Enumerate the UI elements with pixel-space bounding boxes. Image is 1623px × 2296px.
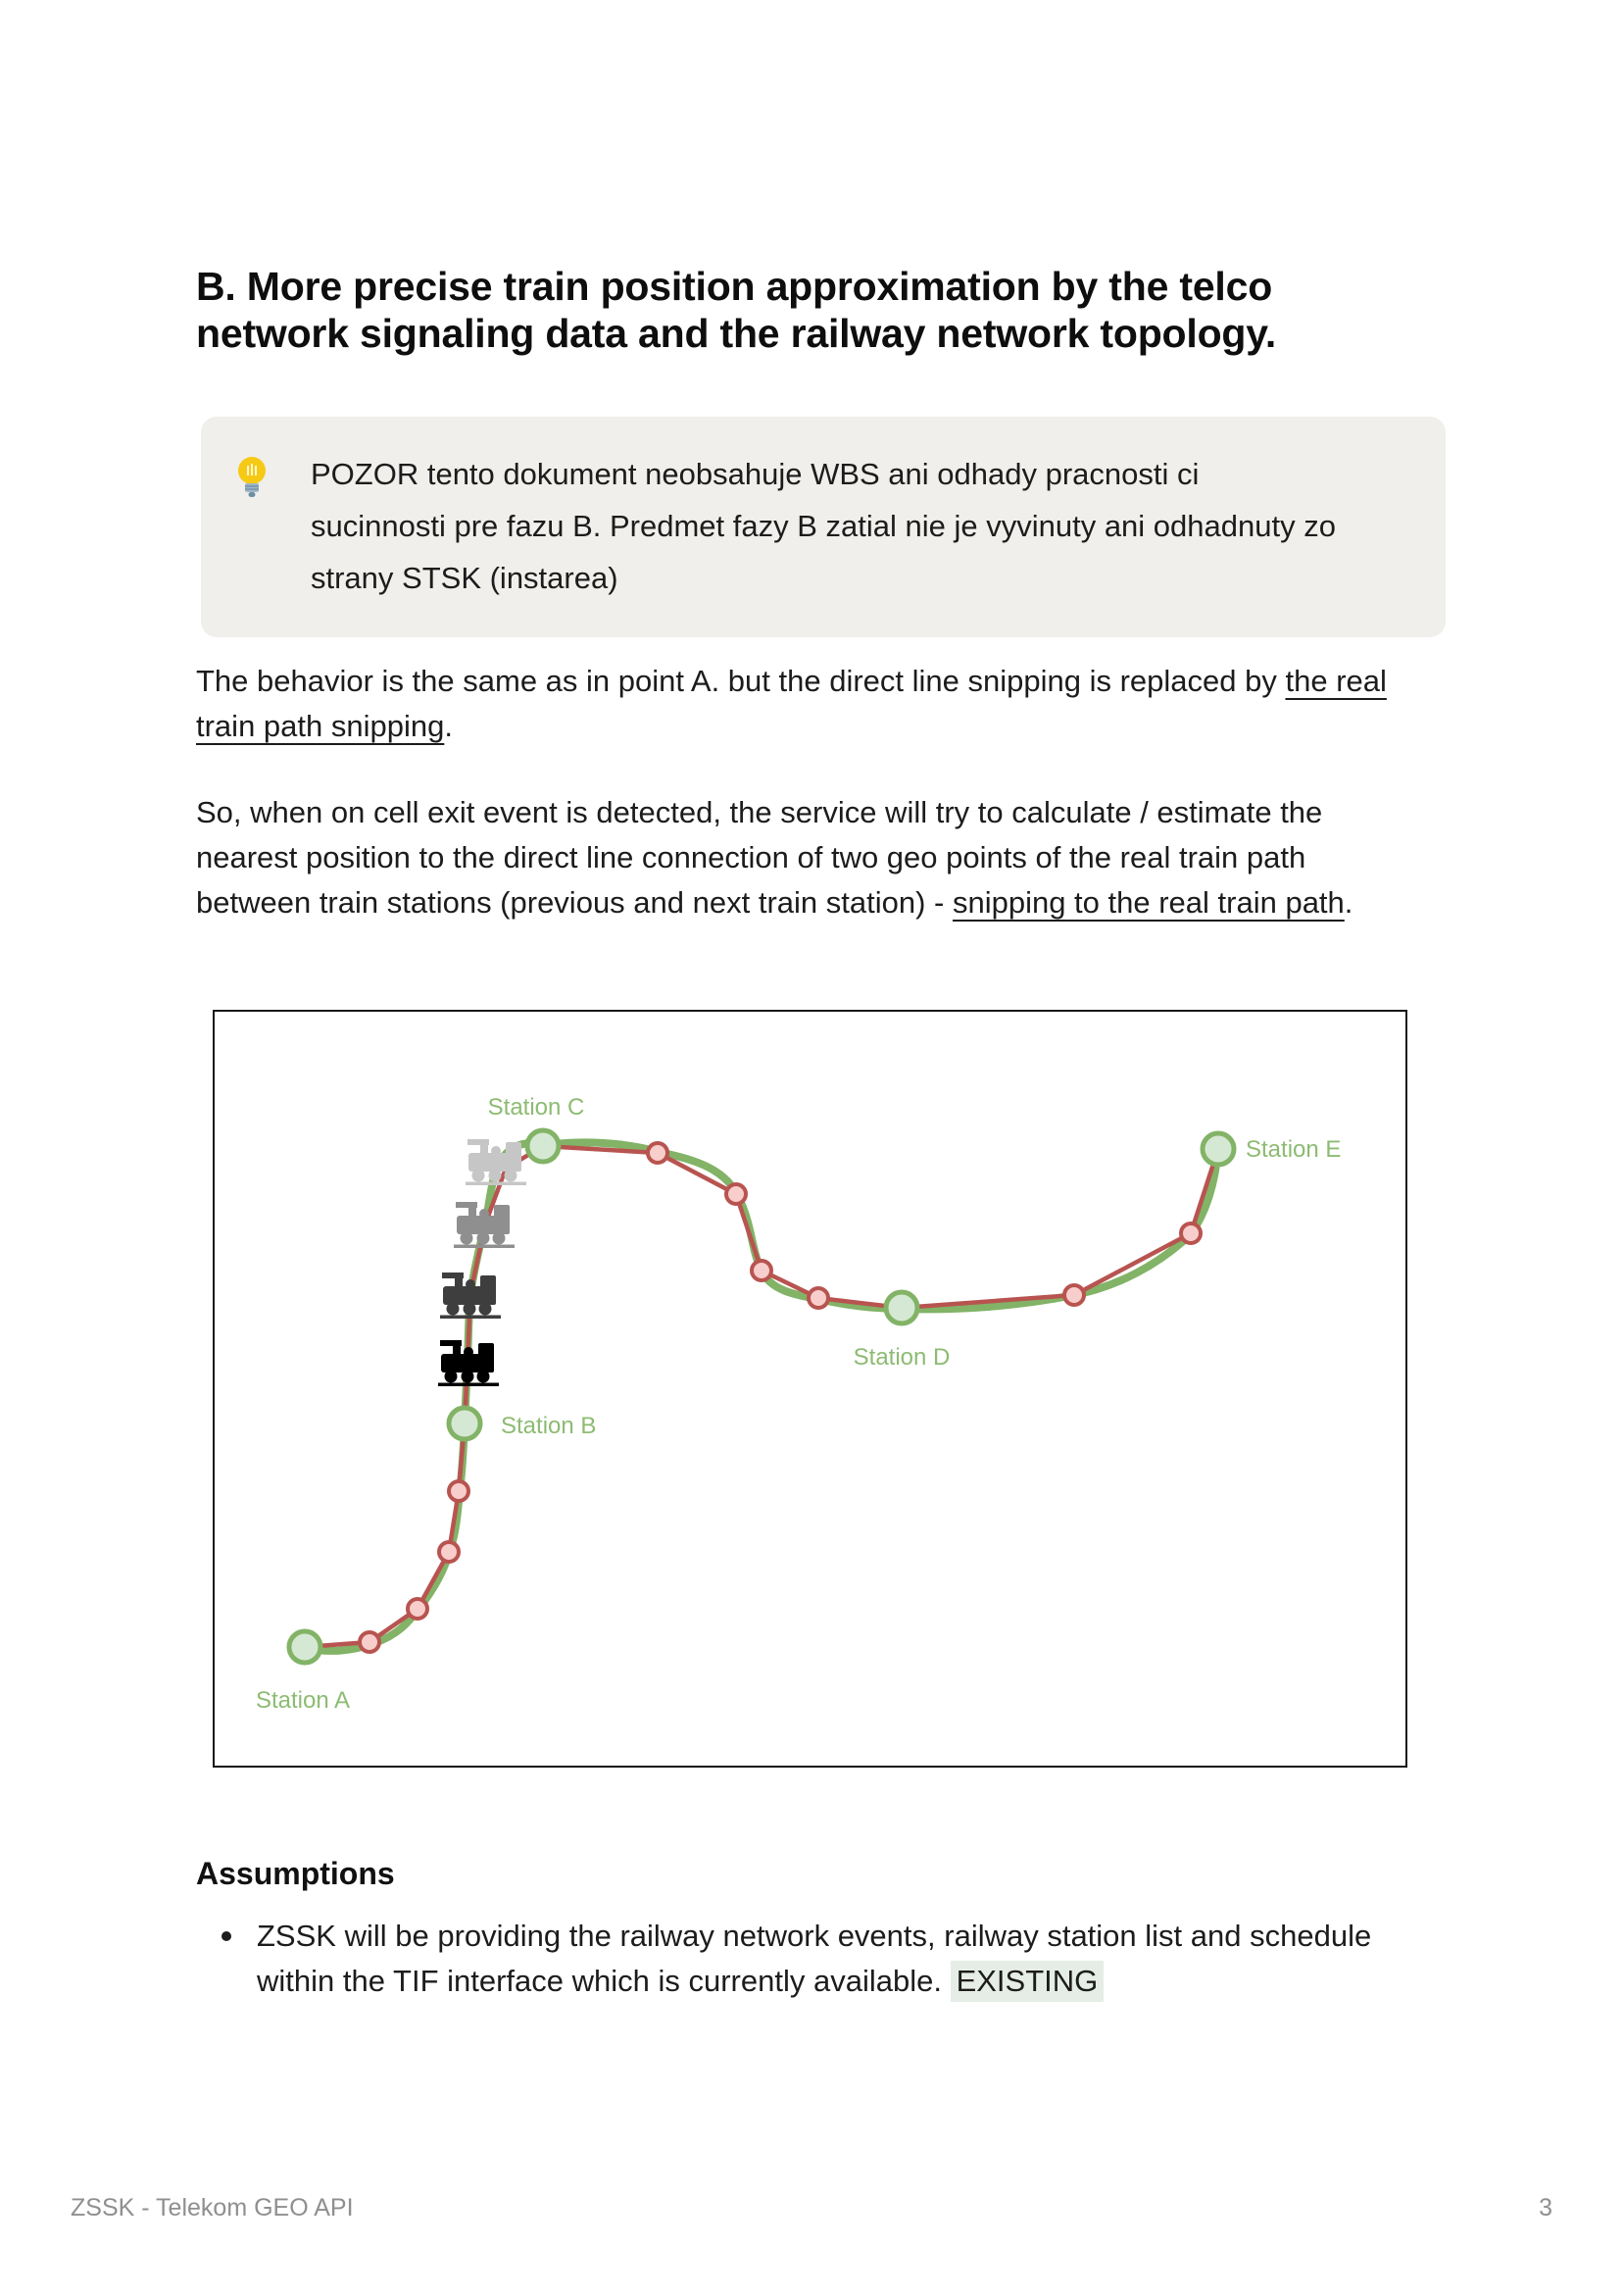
paragraph-suffix: . bbox=[444, 708, 453, 743]
train-icon bbox=[438, 1340, 499, 1386]
footer-page-number: 3 bbox=[1539, 2194, 1552, 2221]
station-label-c: Station C bbox=[487, 1093, 585, 1121]
station-label-b: Station B bbox=[501, 1412, 597, 1439]
assumptions-list bbox=[196, 1914, 1427, 2004]
assumption-item bbox=[257, 1914, 1427, 2004]
station-marker-b bbox=[449, 1408, 480, 1439]
assumptions-heading: Assumptions bbox=[196, 1855, 395, 1891]
train-icon bbox=[454, 1202, 515, 1248]
telco-point-marker bbox=[648, 1143, 667, 1163]
telco-point-marker bbox=[1064, 1285, 1084, 1305]
underlined-phrase: the real train path snipping bbox=[196, 663, 1387, 743]
train-icon bbox=[440, 1273, 501, 1319]
status-badge-existing: EXISTING bbox=[951, 1961, 1105, 2002]
paragraph-text: So, when on cell exit event is detected, the service will try to calculate / estimate the nearest position to the direct line connection of two geo points of the real train path between train stations (previous and next train station) - bbox=[196, 794, 1323, 920]
station-label-d: Station D bbox=[853, 1343, 951, 1371]
train-icon bbox=[466, 1139, 526, 1185]
station-marker-a bbox=[289, 1631, 320, 1663]
underlined-phrase: snipping to the real train path bbox=[952, 884, 1345, 920]
station-marker-e bbox=[1203, 1133, 1234, 1165]
station-marker-c bbox=[527, 1130, 559, 1162]
railway-real-path bbox=[305, 1142, 1218, 1650]
station-label-e: Station E bbox=[1246, 1135, 1342, 1163]
railway-diagram-svg bbox=[215, 1012, 1405, 1766]
page-footer bbox=[71, 2194, 1552, 2222]
railway-diagram bbox=[213, 1010, 1407, 1768]
telco-point-marker bbox=[1181, 1223, 1201, 1243]
telco-point-marker bbox=[408, 1599, 427, 1619]
assumption-text: ZSSK will be providing the railway network events, railway station list and schedule within the TIF interface which is currently available. bbox=[257, 1918, 1372, 1998]
footer-doc-title: ZSSK - Telekom GEO API bbox=[71, 2194, 354, 2221]
section-heading: B. More precise train position approximation by the telco network signaling data and the railway network topology. bbox=[196, 264, 1277, 357]
paragraph-behavior bbox=[196, 659, 1427, 749]
telco-point-marker bbox=[449, 1481, 468, 1501]
paragraph-suffix: . bbox=[1344, 884, 1353, 920]
callout-text: POZOR tento dokument neobsahuje WBS ani odhady pracnosti ci sucinnosti pre fazu B. Predmet fazy B zatial nie je vyvinuty ani odhadnuty zo strany STSK (instarea) bbox=[311, 456, 1336, 595]
telco-point-marker bbox=[809, 1288, 828, 1308]
lightbulb-icon bbox=[230, 454, 273, 510]
paragraph-text: The behavior is the same as in point A. but the direct line snipping is replaced by bbox=[196, 663, 1286, 698]
telco-point-marker bbox=[752, 1261, 771, 1280]
station-marker-d bbox=[886, 1292, 917, 1323]
paragraph-cell-exit bbox=[196, 790, 1427, 925]
telco-point-marker bbox=[360, 1632, 379, 1652]
telco-point-marker bbox=[726, 1184, 746, 1204]
callout-note bbox=[201, 417, 1446, 637]
station-label-a: Station A bbox=[255, 1686, 351, 1714]
telco-point-marker bbox=[439, 1542, 459, 1562]
